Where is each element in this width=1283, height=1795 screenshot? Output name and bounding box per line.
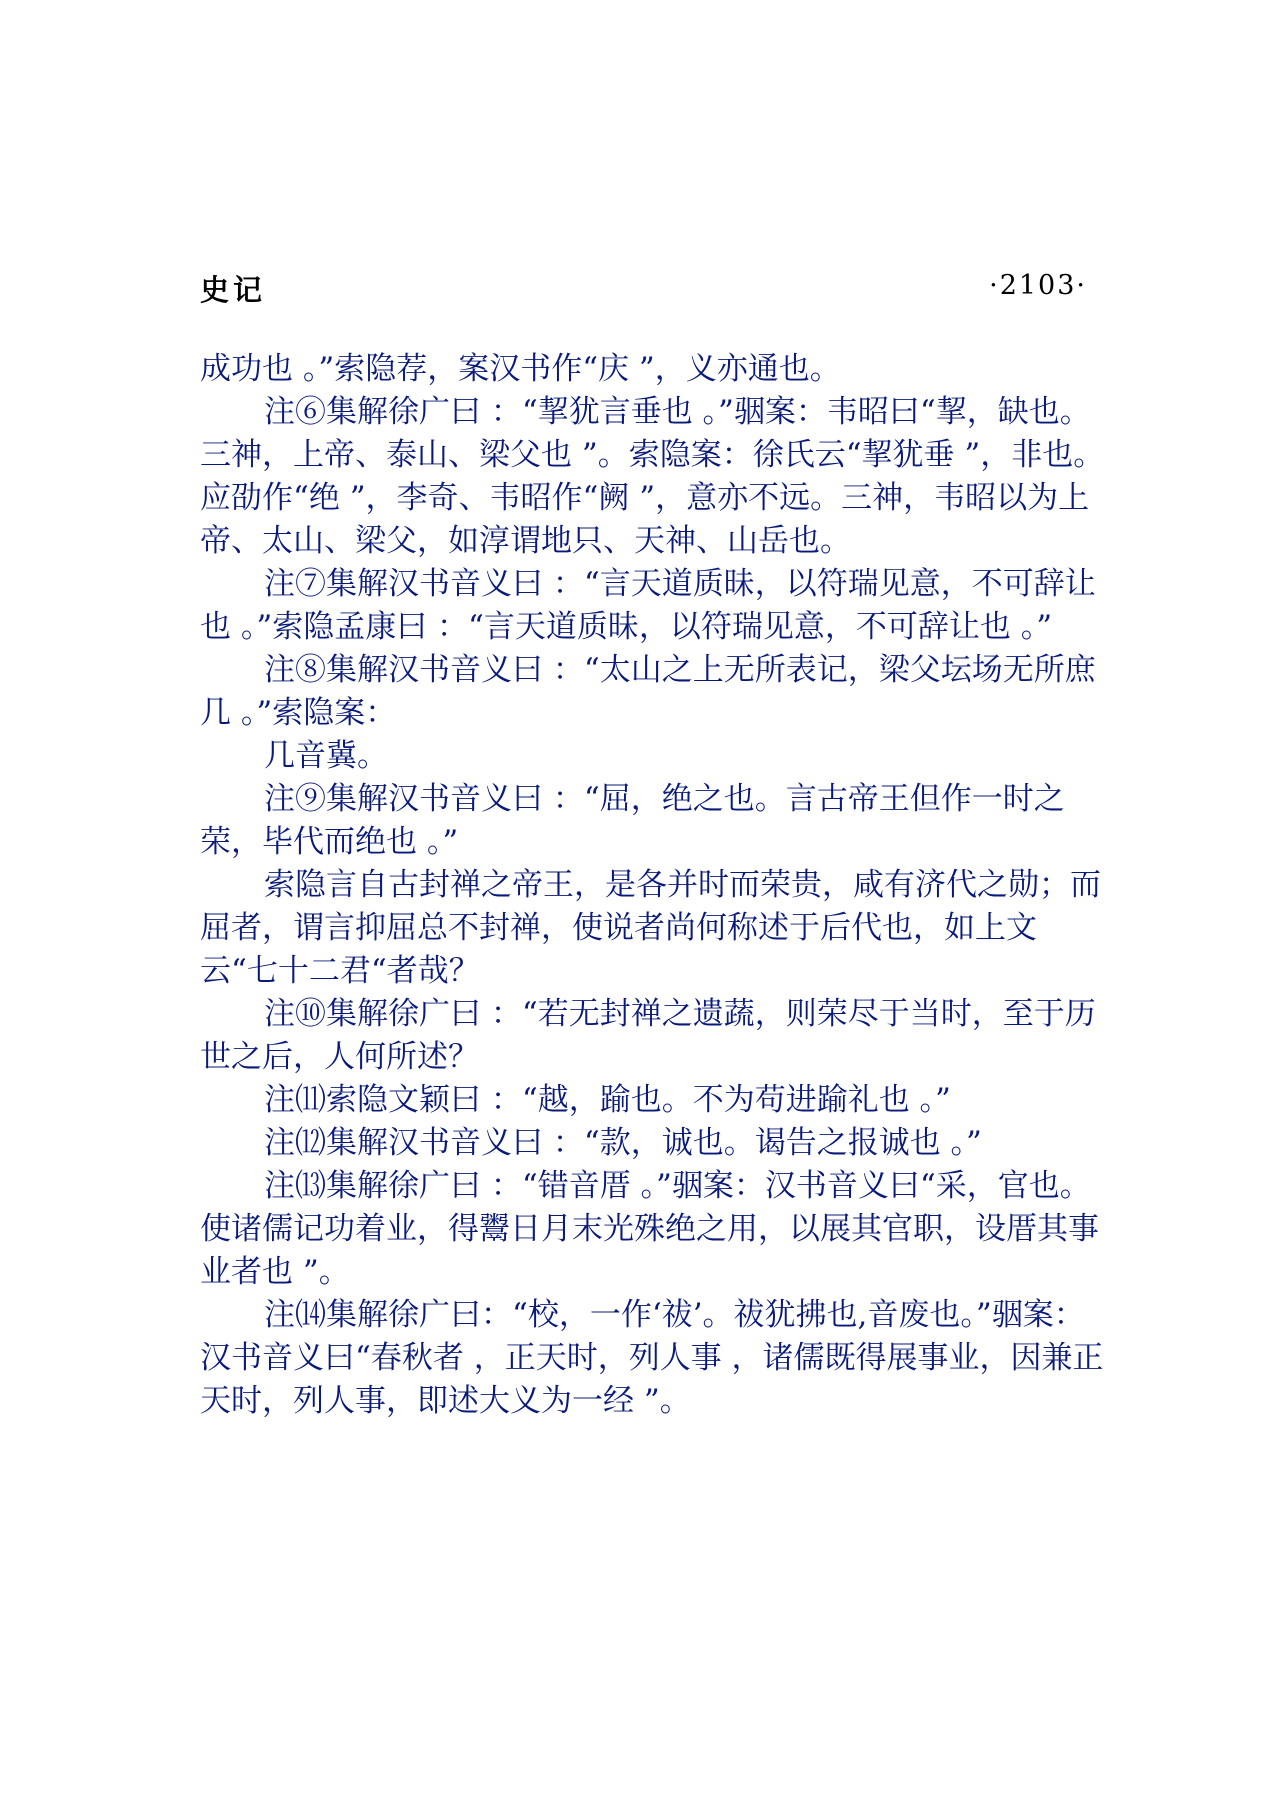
annotation-paragraph: 注⒀集解徐广曰 ：“错音厝 。”骃案：汉书音义曰“采，官也。使诸儒记功着业，得鬻日月末光殊绝之用，以展其官职，设厝其事业者也 ”。	[200, 1168, 1099, 1290]
book-title: 史记	[200, 273, 267, 307]
page-number: ·2103·	[989, 270, 1087, 301]
annotation-paragraph: 注⑩集解徐广曰 ：“若无封禅之遗蔬，则荣尽于当时，至于历世之后，人何所述？	[200, 996, 1096, 1075]
annotation-paragraph: 注⑿集解汉书音义曰 ：“款，诚也。谒告之报诚也 。”	[264, 1125, 982, 1161]
annotation-paragraph: 注⑨集解汉书音义曰 ：“屈，绝之也。言古帝王但作一时之荣，毕代而绝也 。”	[200, 781, 1065, 860]
annotation-paragraph: 索隐言自古封禅之帝王，是各并时而荣贵，咸有济代之勋；而屈者，谓言抑屈总不封禅，使说者尚何称述于后代也，如上文云“七十二君“者哉？	[200, 867, 1101, 989]
annotation-paragraph: 注⑧集解汉书音义曰 ：“太山之上无所表记，梁父坛场无所庶几 。”索隐案：	[200, 652, 1096, 731]
body-text	[200, 348, 1110, 1423]
annotation-paragraph: 注⑥集解徐广曰 ：“挈犹言垂也 。”骃案：韦昭曰“挈，缺也。三神，上帝、泰山、梁父也 ”。索隐案：徐氏云“挈犹垂 ”，非也。应劭作“绝 ”，李奇、韦昭作“阙 ”，意亦不远。三神，韦昭以为上帝、太山、梁父，如淳谓地只、天神、山岳也。	[200, 394, 1105, 559]
annotation-paragraph: 注⑦集解汉书音义曰 ：“言天道质昧，以符瑞见意，不可辞让也 。”索隐孟康曰 ：“言天道质昧，以符瑞见意，不可辞让也 。”	[200, 566, 1096, 645]
annotation-paragraph: 注⑾索隐文颖曰 ：“越，踰也。不为苟进踰礼也 。”	[264, 1082, 951, 1118]
annotation-paragraph: 注⒁集解徐广曰：“校，一作‘祓’。祓犹拂也,音废也。”骃案：汉书音义曰“春秋者 ，正天时，列人事 ，诸儒既得展事业，因兼正天时，列人事，即述大义为一经 ”。	[200, 1297, 1104, 1419]
annotation-paragraph: 几音冀。	[264, 738, 388, 774]
paragraph: 成功也 。”索隐荐，案汉书作“庆 ”，义亦通也。	[200, 351, 841, 387]
